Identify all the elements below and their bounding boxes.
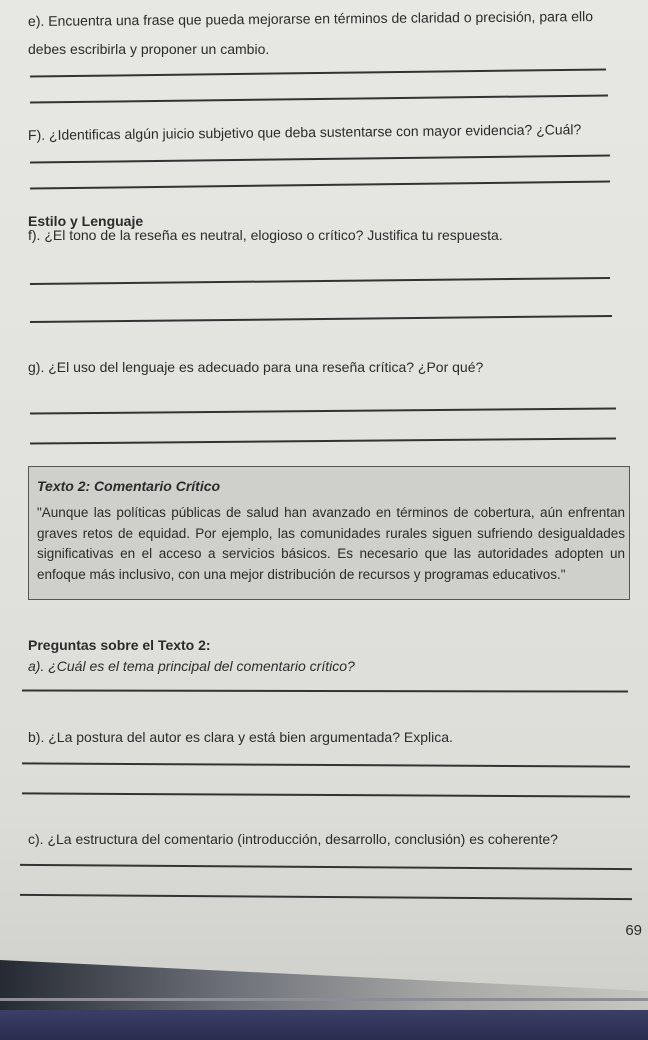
question-e-line1: e). Encuentra una frase que pueda mejorarse en términos de claridad o precisión, para ello: [27, 8, 594, 29]
texto2-title: Texto 2: Comentario Crítico: [37, 478, 221, 494]
background-surface: [0, 1010, 648, 1040]
preguntas-texto2-heading: Preguntas sobre el Texto 2:: [28, 637, 211, 653]
page-number: 69: [625, 922, 642, 939]
question-g: g). ¿El uso del lenguaje es adecuado para una reseña crítica? ¿Por qué?: [28, 359, 484, 375]
page-shadow: [0, 960, 648, 1010]
answer-line[interactable]: [22, 792, 630, 797]
question-f: f). ¿El tono de la reseña es neutral, elogioso o crítico? Justifica tu respuesta.: [28, 227, 503, 243]
answer-line[interactable]: [30, 277, 610, 285]
answer-line[interactable]: [22, 762, 630, 767]
texto2-body: "Aunque las políticas públicas de salud han avanzado en términos de cobertura, aún enfrentan graves retos de equidad. Por ejemplo, las comunidades rurales siguen sufriendo desigualdades significativas en el acceso a servicios básicos. Es necesario que las autoridades adopten un enfoque más inclusivo, con una mejor distribución de recursos y programas educativos.": [37, 505, 625, 582]
question-b: b). ¿La postura del autor es clara y está bien argumentada? Explica.: [28, 729, 453, 745]
answer-line[interactable]: [30, 437, 616, 444]
question-c: c). ¿La estructura del comentario (introducción, desarrollo, conclusión) es coherente?: [28, 831, 558, 847]
section-heading-style: Estilo y Lenguaje: [28, 213, 144, 229]
answer-line[interactable]: [22, 689, 628, 692]
page-edge: [0, 998, 648, 1001]
answer-line[interactable]: [30, 315, 612, 323]
answer-line[interactable]: [20, 864, 632, 870]
question-F: F). ¿Identificas algún juicio subjetivo que deba sustentarse con mayor evidencia? ¿Cuál?: [27, 121, 582, 143]
answer-line[interactable]: [20, 894, 632, 900]
question-e-line2: debes escribirla y proponer un cambio.: [28, 41, 270, 57]
answer-line[interactable]: [30, 407, 616, 414]
answer-line[interactable]: [30, 180, 610, 189]
question-a: a). ¿Cuál es el tema principal del comentario crítico?: [28, 658, 355, 674]
answer-line[interactable]: [30, 68, 606, 77]
texto2-box: [28, 466, 630, 600]
answer-line[interactable]: [30, 94, 608, 103]
answer-line[interactable]: [30, 154, 610, 163]
